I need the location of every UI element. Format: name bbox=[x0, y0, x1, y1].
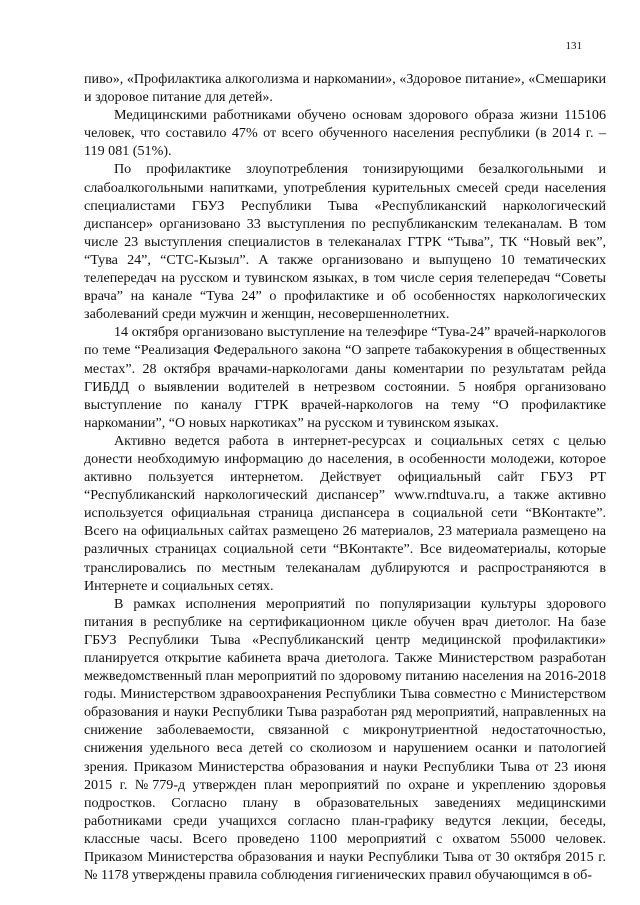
paragraph-6: В рамках исполнения мероприятий по популяризации культуры здорового питания в республике на сертификационном цикле обучен врач диетолог. На базе ГБУЗ Республики Тыва «Республиканский центр медицинской профилактики» планируется открытие кабинета врача диетолога. Также Министерством разработан межведомственный план мероприятий по здоровому питанию населения на 2016-2018 годы. Министерством здравоохранения Республики Тыва совместно с Министерством образования и науки Республики Тыва разработан ряд мероприятий, направленных на снижение заболеваемости, связанной с микронутриентной недостаточностью, снижения удельного веса детей со сколиозом и нарушением осанки и патологией зрения. Приказом Министерства образования и науки Республики Тыва от 23 июня 2015 г. №779-д утвержден план мероприятий по охране и укреплению здоровья подростков. Согласно плану в образовательных заведениях медицинскими работниками среди учащихся согласно план-графику ведутся лекции, беседы, классные часы. Всего проведено 1100 мероприятий с охватом 55000 человек. Приказом Министерства образования и науки Республики Тыва от 30 октября 2015 г. № 1178 утверждены правила соблюдения гигиенических правил обучающимся в об- bbox=[84, 595, 606, 884]
paragraph-3: По профилактике злоупотребления тонизирующими безалкогольными и слабоалкогольными напитками, употребления курительных смесей среди населения специалистами ГБУЗ Республики Тыва «Республиканский наркологический диспансер» организовано 33 выступления по республиканским телеканалам. В том числе 23 выступления специалистов в телеканалах ГТРК “Тыва”, ТК “Новый век”, “Тува 24”, “СТС-Кызыл”. А также организовано и выпущено 10 тематических телепередач на русском и тувинском языках, в том числе серия телепередач “Советы врача” на канале “Тува 24” о профилактике и об особенностях наркологических заболеваний среди мужчин и женщин, несовершеннолетних. bbox=[84, 161, 606, 323]
document-body bbox=[84, 70, 606, 884]
paragraph-5: Активно ведется работа в интернет-ресурсах и социальных сетях с целью донести необходимую информацию до населения, в особенности молодежи, которое активно пользуется интернетом. Действует официальный сайт ГБУЗ РТ “Республиканский наркологический диспансер” www.rndtuva.ru, а также активно используется официальная страница диспансера в социальной сети “ВКонтакте”. Всего на официальных сайтах размещено 26 материалов, 23 материала размещено на различных страницах социальной сети “ВКонтакте”. Все видеоматериалы, которые транслировались по местным телеканалам дублируются и распространяются в Интернете и социальных сетях. bbox=[84, 432, 606, 594]
page-number: 131 bbox=[565, 40, 582, 52]
paragraph-2: Медицинскими работниками обучено основам здорового образа жизни 115106 человек, что составило 47% от всего обученного населения республики (в 2014 г. – 119 081 (51%). bbox=[84, 107, 606, 160]
paragraph-4: 14 октября организовано выступление на телеэфире “Тува-24” врачей-наркологов по теме “Реализация Федерального закона “О запрете табакокурения в общественных местах”. 28 октября врачами-наркологами даны коментарии по результатам рейда ГИБДД о выявлении водителей в нетрезвом состоянии. 5 ноября организовано выступление по каналу ГТРК врачей-наркологов на тему “О профилактике наркомании”, “О новых наркотиках” на русском и тувинском языках. bbox=[84, 324, 606, 431]
paragraph-1: пиво», «Профилактика алкоголизма и наркомании», «Здоровое питание», «Смешарики и здоровое питание для детей». bbox=[84, 71, 606, 106]
